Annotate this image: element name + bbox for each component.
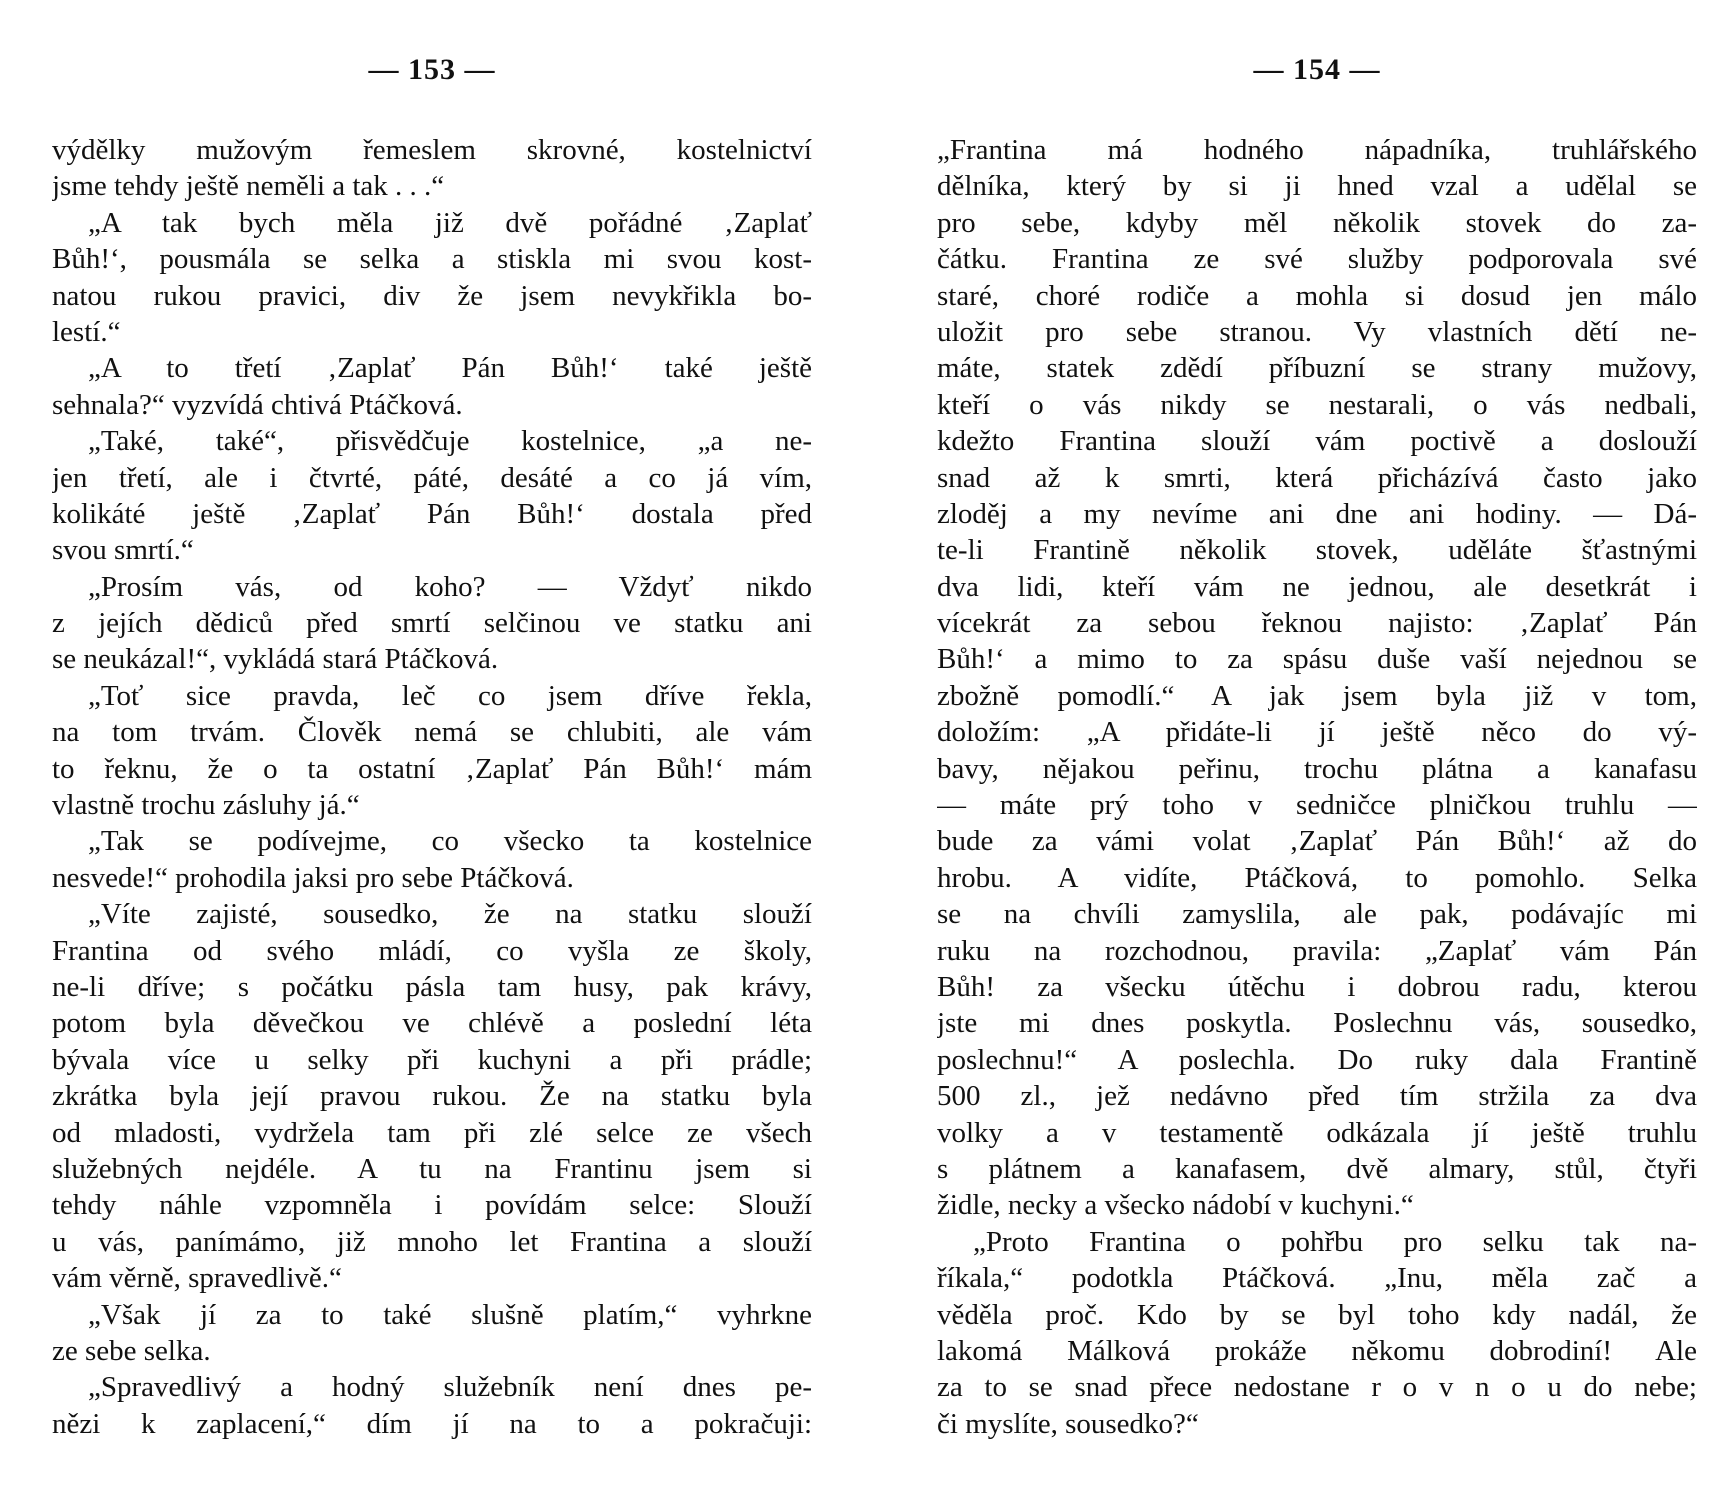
text-line: lestí.“ <box>52 315 121 348</box>
text-line: tehdy náhle vzpomněla i povídám selce: Slouží <box>52 1189 812 1222</box>
text-line: staré, choré rodiče a mohla si dosud jen málo <box>937 279 1697 312</box>
text-line: nesvede!“ prohodila jaksi pro sebe Ptáčková. <box>52 861 574 894</box>
text-line: lakomá Málková prokáže někomu dobrodiní! Ale <box>937 1334 1697 1367</box>
text-line: doložím: „A přidáte-li jí ještě něco do vý- <box>937 716 1697 749</box>
text-line: jste mi dnes poskytla. Poslechnu vás, sousedko, <box>937 1007 1697 1040</box>
text-line: vlastně trochu zásluhy já.“ <box>52 789 360 822</box>
text-line: Bůh!‘ a mimo to za spásu duše vaší nejednou se <box>937 643 1697 676</box>
text-line: či myslíte, sousedko?“ <box>937 1407 1199 1440</box>
text-line: služebných nejdéle. A tu na Frantinu jsem si <box>52 1152 812 1185</box>
text-line: „A tak bych měla již dvě pořádné ‚Zaplať <box>88 206 812 239</box>
text-line: za to se snad přece nedostane r o v n o u do nebe; <box>937 1371 1697 1404</box>
left-page-text <box>52 132 812 1442</box>
text-line: ruku na rozchodnou, pravila: „Zaplať vám Pán <box>937 934 1697 967</box>
text-line: Bůh! za všecku útěchu i dobrou radu, kterou <box>937 970 1697 1003</box>
text-line: vám věrně, spravedlivě.“ <box>52 1262 342 1295</box>
text-line: kolikáté ještě ‚Zaplať Pán Bůh!‘ dostala před <box>52 497 812 530</box>
text-line: pro sebe, kdyby měl několik stovek do za- <box>937 206 1697 239</box>
text-line: vícekrát za sebou řeknou najisto: ‚Zaplať Pán <box>937 607 1697 640</box>
text-line: se neukázal!“, vykládá stará Ptáčková. <box>52 643 499 676</box>
text-line: jen třetí, ale i čtvrté, páté, desáté a co já vím, <box>52 461 812 494</box>
text-line: „Však jí za to také slušně platím,“ vyhrkne <box>88 1298 812 1331</box>
text-line: hrobu. A vidíte, Ptáčková, to pomohlo. Selka <box>937 861 1697 894</box>
text-line: dělníka, který by si ji hned vzal a udělal se <box>937 170 1697 203</box>
text-line: natou rukou pravici, div že jsem nevykřikla bo- <box>52 279 812 312</box>
text-line: věděla proč. Kdo by se byl toho kdy nadál, že <box>937 1298 1697 1331</box>
text-line: jsme tehdy ještě neměli a tak . . .“ <box>52 170 445 203</box>
text-line: dva lidi, kteří vám ne jednou, ale desetkrát i <box>937 570 1697 603</box>
text-line: nězi k zaplacení,“ dím jí na to a pokračuji: <box>52 1407 812 1440</box>
text-line: potom byla děvečkou ve chlévě a poslední léta <box>52 1007 812 1040</box>
text-line: kdežto Frantina slouží vám poctivě a doslouží <box>937 425 1697 458</box>
text-line: svou smrtí.“ <box>52 534 194 567</box>
right-page-number: — 154 — <box>1253 53 1381 86</box>
text-line: s plátnem a kanafasem, dvě almary, stůl, čtyři <box>937 1152 1697 1185</box>
text-line: „Spravedlivý a hodný služebník není dnes pe- <box>88 1371 812 1404</box>
text-line: to řeknu, že o ta ostatní ‚Zaplať Pán Bůh!‘ mám <box>52 752 812 785</box>
text-line: „A to třetí ‚Zaplať Pán Bůh!‘ také ještě <box>88 352 812 385</box>
left-page <box>52 0 812 1500</box>
text-line: ne-li dříve; s počátku pásla tam husy, pak krávy, <box>52 970 812 1003</box>
text-line: od mladosti, vydržela tam při zlé selce ze všech <box>52 1116 812 1149</box>
text-line: „Tak se podívejme, co všecko ta kostelnice <box>88 825 812 858</box>
text-line: uložit pro sebe stranou. Vy vlastních dětí ne- <box>937 315 1697 348</box>
text-line: „Proto Frantina o pohřbu pro selku tak na- <box>973 1225 1697 1258</box>
text-line: „Také, také“, přisvědčuje kostelnice, „a ne- <box>88 425 812 458</box>
text-line: se na chvíli zamyslila, ale pak, podávajíc mi <box>937 898 1697 931</box>
text-line: bavy, nějakou peřinu, trochu plátna a kanafasu <box>937 752 1697 785</box>
text-line: bude za vámi volat ‚Zaplať Pán Bůh!‘ až do <box>937 825 1697 858</box>
text-line: volky a v testamentě odkázala jí ještě truhlu <box>937 1116 1697 1149</box>
right-page-text <box>937 132 1697 1442</box>
text-line: poslechnu!“ A poslechla. Do ruky dala Frantině <box>937 1043 1697 1076</box>
text-line: „Víte zajisté, sousedko, že na statku slouží <box>88 898 812 931</box>
left-page-number: — 153 — <box>368 53 496 86</box>
text-line: „Frantina má hodného nápadníka, truhlářského <box>937 134 1697 166</box>
text-line: na tom trvám. Člověk nemá se chlubiti, ale vám <box>52 716 812 749</box>
right-page <box>937 0 1697 1500</box>
text-line: čátku. Frantina ze své služby podporovala své <box>937 243 1697 276</box>
text-line: Bůh!‘, pousmála se selka a stiskla mi svou kost- <box>52 243 812 276</box>
text-line: 500 zl., jež nedávno před tím stržila za dva <box>937 1080 1697 1113</box>
text-line: říkala,“ podotkla Ptáčková. „Inu, měla zač a <box>937 1262 1697 1295</box>
text-line: zloděj a my nevíme ani dne ani hodiny. — Dá- <box>937 497 1697 530</box>
text-line: „Toť sice pravda, leč co jsem dříve řekla, <box>88 679 812 712</box>
text-line: snad až k smrti, která přicházívá často jako <box>937 461 1697 494</box>
text-line: zkrátka byla její pravou rukou. Že na statku byla <box>52 1080 812 1113</box>
text-line: zbožně pomodlí.“ A jak jsem byla již v tom, <box>937 679 1697 712</box>
text-line: kteří o vás nikdy se nestarali, o vás nedbali, <box>937 388 1697 421</box>
text-line: u vás, panímámo, již mnoho let Frantina a slouží <box>52 1225 812 1258</box>
text-line: te-li Frantině několik stovek, uděláte šťastnými <box>937 534 1697 567</box>
text-line: Frantina od svého mládí, co vyšla ze školy, <box>52 934 812 967</box>
text-line: ze sebe selka. <box>52 1334 211 1367</box>
text-line: výdělky mužovým řemeslem skrovné, kostelnictví <box>52 134 812 166</box>
text-line: máte, statek zdědí příbuzní se strany mužovy, <box>937 352 1697 385</box>
text-line: židle, necky a všecko nádobí v kuchyni.“ <box>937 1189 1414 1222</box>
text-line: — máte prý toho v sedničce plničkou truhlu — <box>937 789 1697 822</box>
text-line: „Prosím vás, od koho? — Vždyť nikdo <box>88 570 812 603</box>
text-line: sehnala?“ vyzvídá chtivá Ptáčková. <box>52 388 463 421</box>
text-line: bývala více u selky při kuchyni a při prádle; <box>52 1043 812 1076</box>
text-line: z jejích dědiců před smrtí selčinou ve statku ani <box>52 607 812 640</box>
